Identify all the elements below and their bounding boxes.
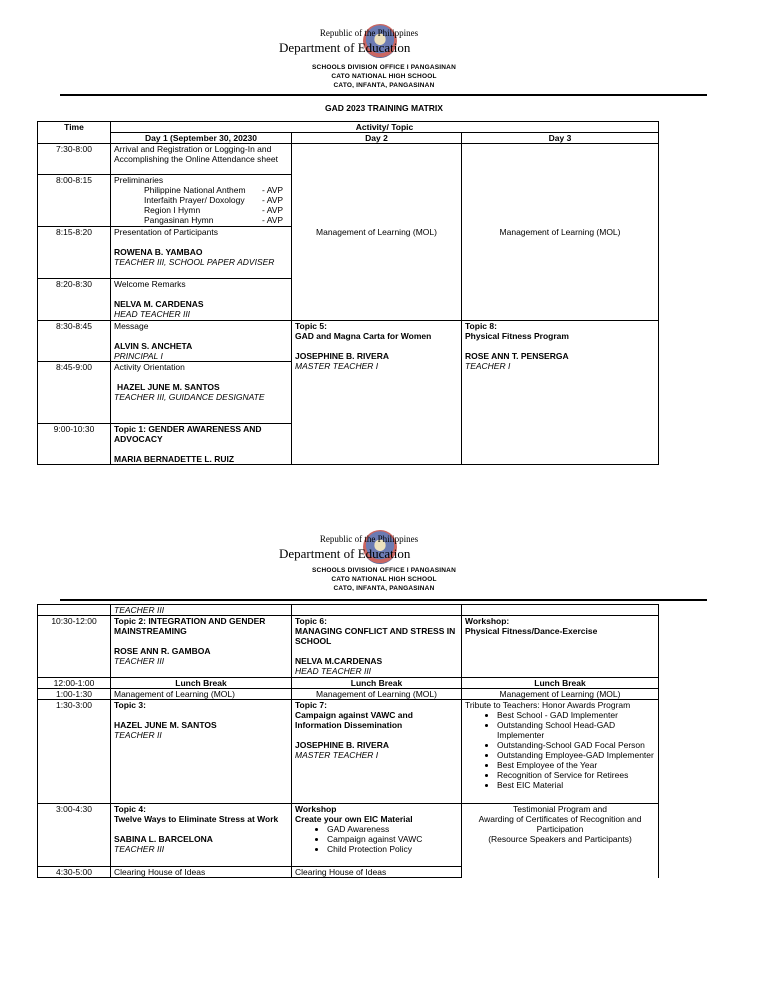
- department-label: Department of Education: [279, 546, 411, 561]
- program-item: Interfaith Prayer/ Doxology: [144, 195, 245, 205]
- topic-label: Topic 3:: [114, 700, 146, 710]
- speaker-role: MASTER TEACHER I: [295, 361, 379, 371]
- time-cell: 9:00-10:30: [38, 424, 111, 465]
- list-item: • Outstanding-School GAD Focal Person: [497, 740, 655, 750]
- table-row: [38, 605, 659, 616]
- time-cell: 8:15-8:20: [38, 227, 111, 279]
- speaker-name: JOSEPHINE B. RIVERA: [295, 740, 389, 750]
- topic-title: Campaign against VAWC and Information Dissemination: [295, 710, 413, 730]
- carry-over-role: TEACHER III: [111, 605, 292, 616]
- program-tag: - AVP: [262, 215, 284, 225]
- list-item: • Outstanding Employee-GAD Implementer: [497, 750, 655, 760]
- day2-cell: [292, 804, 462, 867]
- program-tag: - AVP: [262, 185, 284, 195]
- mol-cell: Management of Learning (MOL): [462, 689, 659, 700]
- table-row: [38, 804, 659, 867]
- participants-line: (Resource Speakers and Participants): [488, 834, 632, 844]
- address-label: CATO, INFANTA, PANGASINAN: [333, 585, 435, 592]
- awarding-line: Awarding of Certificates of Recognition and Participation: [478, 814, 642, 834]
- col-day1-header: Day 1 (September 30, 20230: [111, 133, 292, 144]
- letterhead: [0, 506, 768, 596]
- page-title: GAD 2023 TRAINING MATRIX: [325, 103, 443, 113]
- page-2: [0, 506, 768, 877]
- activity-cell: Arrival and Registration or Logging-In and Accomplishing the Online Attendance sheet: [111, 144, 292, 175]
- lunch-cell: Lunch Break: [462, 678, 659, 689]
- activity-cell: [111, 279, 292, 321]
- workshop-list: [295, 824, 458, 854]
- time-cell: 7:30-8:00: [38, 144, 111, 175]
- speaker-name: JOSEPHINE B. RIVERA: [295, 351, 389, 361]
- topic-label: Topic 8:: [465, 321, 497, 331]
- activity-cell: Clearing House of Ideas: [111, 867, 292, 878]
- time-cell: 3:00-4:30: [38, 804, 111, 867]
- speaker-role: HEAD TEACHER III: [295, 666, 372, 676]
- awards-list: [465, 710, 655, 790]
- speaker-name: ROSE ANN T. PENSERGA: [465, 351, 569, 361]
- program-tag: - AVP: [262, 195, 284, 205]
- time-cell: 12:00-1:00: [38, 678, 111, 689]
- republic-label: Republic of the Philippines: [319, 534, 419, 544]
- speaker-name: MARIA BERNADETTE L. RUIZ: [114, 454, 235, 464]
- program-item: Region I Hymn: [144, 205, 201, 215]
- schedule-table-page-2: [37, 604, 659, 878]
- program-item: Pangasinan Hymn: [144, 215, 214, 225]
- topic-label: Topic 7:: [295, 700, 327, 710]
- testimonial-line: Testimonial Program and: [512, 804, 607, 814]
- speaker-role: HEAD TEACHER III: [114, 309, 191, 319]
- school-label: CATO NATIONAL HIGH SCHOOL: [331, 576, 437, 583]
- speaker-role: TEACHER III, GUIDANCE DESIGNATE: [114, 392, 265, 402]
- department-label: Department of Education: [279, 40, 411, 55]
- lunch-cell: Lunch Break: [292, 678, 462, 689]
- time-cell: 8:00-8:15: [38, 175, 111, 227]
- col-day3-header: Day 3: [462, 133, 659, 144]
- program-tag: - AVP: [262, 205, 284, 215]
- mol-cell: Management of Learning (MOL): [111, 689, 292, 700]
- list-item: • GAD Awareness: [327, 824, 458, 834]
- topic-label: Topic 5:: [295, 321, 327, 331]
- lunch-cell: Lunch Break: [111, 678, 292, 689]
- topic-title: MANAGING CONFLICT AND STRESS IN SCHOOL: [295, 626, 456, 646]
- time-cell: 8:30-8:45: [38, 321, 111, 362]
- day3-topic-cell: [462, 321, 659, 465]
- day2-cell: Clearing House of Ideas: [292, 867, 462, 878]
- list-item: • Campaign against VAWC: [327, 834, 458, 844]
- speaker-name: ROSE ANN R. GAMBOA: [114, 646, 211, 656]
- program-item: Philippine National Anthem: [144, 185, 246, 195]
- topic-title: GAD and Magna Carta for Women: [295, 331, 432, 341]
- day2-cell: [292, 700, 462, 804]
- activity-label: Presentation of Participants: [114, 227, 218, 237]
- speaker-name: HAZEL JUNE M. SANTOS: [114, 720, 217, 730]
- school-label: CATO NATIONAL HIGH SCHOOL: [331, 73, 437, 80]
- col-activity-header: Activity/ Topic: [111, 122, 659, 133]
- topic-label: Workshop:: [465, 616, 510, 626]
- workshop-label: Workshop: [295, 804, 337, 814]
- day2-topic-cell: [292, 321, 462, 465]
- list-item: • Best Employee of the Year: [497, 760, 655, 770]
- list-item: • Child Protection Policy: [327, 844, 458, 854]
- activity-cell: [111, 804, 292, 867]
- topic-title: Physical Fitness/Dance-Exercise: [465, 626, 598, 636]
- speaker-role: MASTER TEACHER I: [295, 750, 379, 760]
- table-row: [38, 144, 659, 175]
- table-row: [38, 678, 659, 689]
- list-item: • Outstanding School Head-GAD Implementer: [497, 720, 655, 740]
- activity-cell: [111, 175, 292, 227]
- header-rule: [60, 599, 707, 601]
- table-row: [38, 689, 659, 700]
- day3-cell: [462, 616, 659, 678]
- activity-label: Message: [114, 321, 149, 331]
- time-cell: 8:20-8:30: [38, 279, 111, 321]
- activity-label: Activity Orientation: [114, 362, 185, 372]
- topic-label: Topic 2: INTEGRATION AND GENDER MAINSTREAMING: [114, 616, 266, 636]
- table-row: [38, 616, 659, 678]
- speaker-name: SABINA L. BARCELONA: [114, 834, 213, 844]
- list-item: • Best School - GAD Implementer: [497, 710, 655, 720]
- mol-cell: Management of Learning (MOL): [292, 689, 462, 700]
- preliminaries-label: Preliminaries: [114, 175, 164, 185]
- header-rule: [60, 94, 707, 96]
- speaker-role: TEACHER III: [114, 656, 165, 666]
- speaker-role: TEACHER II: [114, 730, 162, 740]
- topic-title: Twelve Ways to Eliminate Stress at Work: [114, 814, 279, 824]
- day2-mol-cell: Management of Learning (MOL): [292, 144, 462, 321]
- day2-cell: [292, 616, 462, 678]
- day3-mol-cell: Management of Learning (MOL): [462, 144, 659, 321]
- speaker-name: ROWENA B. YAMBAO: [114, 247, 203, 257]
- time-cell: 4:30-5:00: [38, 867, 111, 878]
- address-label: CATO, INFANTA, PANGASINAN: [333, 82, 435, 89]
- letterhead: [0, 0, 768, 90]
- time-cell: 8:45-9:00: [38, 362, 111, 424]
- division-label: SCHOOLS DIVISION OFFICE I PANGASINAN: [312, 567, 456, 574]
- table-row: [38, 700, 659, 804]
- topic-label: Topic 4:: [114, 804, 146, 814]
- table-row: [38, 321, 659, 362]
- speaker-name: ALVIN S. ANCHETA: [114, 341, 193, 351]
- topic-label: Topic 1: GENDER AWARENESS AND ADVOCACY: [114, 424, 262, 444]
- list-item: • Recognition of Service for Retirees: [497, 770, 655, 780]
- speaker-role: TEACHER I: [465, 361, 511, 371]
- topic-title: Physical Fitness Program: [465, 331, 569, 341]
- activity-cell: [111, 700, 292, 804]
- speaker-name: HAZEL JUNE M. SANTOS: [117, 382, 220, 392]
- col-time-header: Time: [38, 122, 111, 144]
- activity-cell: [111, 424, 292, 465]
- workshop-title: Create your own EIC Material: [295, 814, 413, 824]
- speaker-role: TEACHER III, SCHOOL PAPER ADVISER: [114, 257, 275, 267]
- activity-cell: [111, 362, 292, 424]
- day3-testimonial-cell: [462, 804, 659, 878]
- schedule-table-page-1: [37, 121, 659, 465]
- division-label: SCHOOLS DIVISION OFFICE I PANGASINAN: [312, 64, 456, 71]
- time-cell: 1:30-3:00: [38, 700, 111, 804]
- time-cell: 10:30-12:00: [38, 616, 111, 678]
- col-day2-header: Day 2: [292, 133, 462, 144]
- page-1: [0, 0, 768, 464]
- program-label: Tribute to Teachers: Honor Awards Program: [465, 700, 631, 710]
- activity-cell: [111, 616, 292, 678]
- speaker-name: NELVA M.CARDENAS: [295, 656, 383, 666]
- speaker-name: NELVA M. CARDENAS: [114, 299, 204, 309]
- activity-cell: [111, 227, 292, 279]
- republic-label: Republic of the Philippines: [319, 28, 419, 38]
- speaker-role: TEACHER III: [114, 844, 165, 854]
- activity-cell: [111, 321, 292, 362]
- day3-cell: [462, 700, 659, 804]
- topic-label: Topic 6:: [295, 616, 327, 626]
- activity-label: Welcome Remarks: [114, 279, 186, 289]
- time-cell: 1:00-1:30: [38, 689, 111, 700]
- speaker-role: PRINCIPAL I: [114, 351, 163, 361]
- list-item: • Best EIC Material: [497, 780, 655, 790]
